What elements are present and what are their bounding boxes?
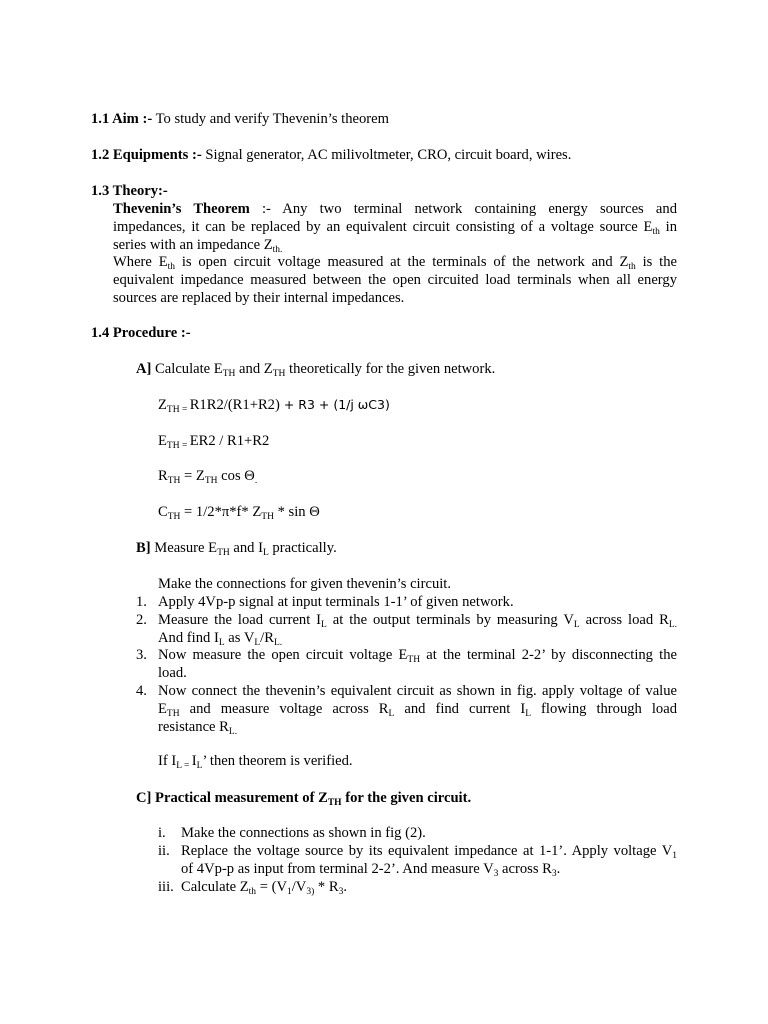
formula-eth: $E_{TH =}$ ER2 / R1+R2	[158, 433, 270, 451]
step-c3: Calculate $Z_{th} = (V_1/V_{3)} * R_3$.	[181, 879, 347, 897]
step-b2-line1: Measure the load current $I_L$ at the output terminals by measuring $V_L$ across load $R_{L.}$	[158, 612, 677, 630]
theory-p1-line1: Thevenin’s Theorem :- Any two terminal network containing energy sources and	[113, 201, 677, 217]
step-c3-number: iii.	[158, 879, 174, 895]
equipments-label: 1.2 Equipments :-	[91, 147, 202, 163]
step-b2-line2: And find $I_L$ as $V_L/R_{L.}$	[158, 630, 283, 648]
theory-p2-line3: sources are replaced by their internal impedances.	[113, 290, 405, 306]
step-b3-line2: load.	[158, 665, 187, 681]
aim-label: 1.1 Aim :-	[91, 111, 153, 127]
aim-text: To study and verify Thevenin’s theorem	[152, 111, 389, 127]
verification-condition: If $I_{L =}$ $I_L$’ then theorem is verified.	[158, 753, 353, 771]
section-b-intro: Make the connections for given thevenin’s circuit.	[158, 576, 452, 592]
step-c2-number: ii.	[158, 843, 170, 859]
step-b4-line1: Now connect the thevenin’s equivalent circuit as shown in fig. apply voltage of value	[158, 683, 677, 699]
step-c1: Make the connections as shown in fig (2).	[181, 825, 426, 841]
equipments-line	[91, 146, 571, 164]
section-b-heading: B] Measure $E_{TH}$ and $I_L$ practically.	[136, 540, 337, 558]
equipments-text: Signal generator, AC milivoltmeter, CRO, circuit board, wires.	[201, 147, 572, 163]
aim-line	[91, 110, 389, 128]
formula-rth: $R_{TH} = Z_{TH}$ $\cos \Theta_.$	[158, 468, 258, 486]
theorem-term: Thevenin’s Theorem	[113, 201, 250, 217]
theory-p1-line2: impedances, it can be replaced by an equivalent circuit consisting of a voltage source $E_{th}$ in	[113, 219, 678, 237]
step-b3-number: 3.	[136, 647, 147, 663]
formula-cth: $C_{TH} = 1/2*\pi*f*$ $Z_{TH}$ * sin Θ	[158, 504, 320, 522]
theory-p2-line1: Where $E_{th}$ is open circuit voltage measured at the terminals of the network and $Z_{th}$ is the	[113, 254, 677, 272]
theory-p2-line2: equivalent impedance measured between the open circuited load terminals when all energy	[113, 272, 677, 288]
step-b2-number: 2.	[136, 612, 147, 628]
step-c2-line1: Replace the voltage source by its equivalent impedance at 1-1’. Apply voltage $V_1$	[181, 843, 677, 861]
theory-p1-line3: series with an impedance $Z_{th.}$	[113, 237, 283, 255]
step-b4-line2: $E_{TH}$ and measure voltage across $R_L$ and find current $I_L$ flowing through load	[158, 701, 677, 719]
step-b4-number: 4.	[136, 683, 147, 699]
section-c-heading: C] Practical measurement of $Z_{TH}$ for the given circuit.	[136, 790, 472, 808]
section-a-heading: A] Calculate $E_{TH}$ and $Z_{TH}$ theoretically for the given network.	[136, 361, 496, 379]
step-b4-line3: resistance $R_{L.}$	[158, 719, 238, 737]
step-c2-line2: of 4Vp-p as input from terminal 2-2’. And measure $V_3$ across $R_3$.	[181, 861, 561, 879]
step-b1-number: 1.	[136, 594, 147, 610]
theory-heading: 1.3 Theory:-	[91, 183, 168, 199]
step-c1-number: i.	[158, 825, 166, 841]
formula-zth: $Z_{TH =}$ R1R2/(R1+R2) + R3 + (1/j ωC3)	[158, 397, 390, 415]
procedure-heading: 1.4 Procedure :-	[91, 325, 191, 341]
step-b1: Apply 4Vp-p signal at input terminals 1-1’ of given network.	[158, 594, 514, 610]
step-b3-line1: Now measure the open circuit voltage $E_{TH}$ at the terminal 2-2’ by disconnecting the	[158, 647, 677, 665]
